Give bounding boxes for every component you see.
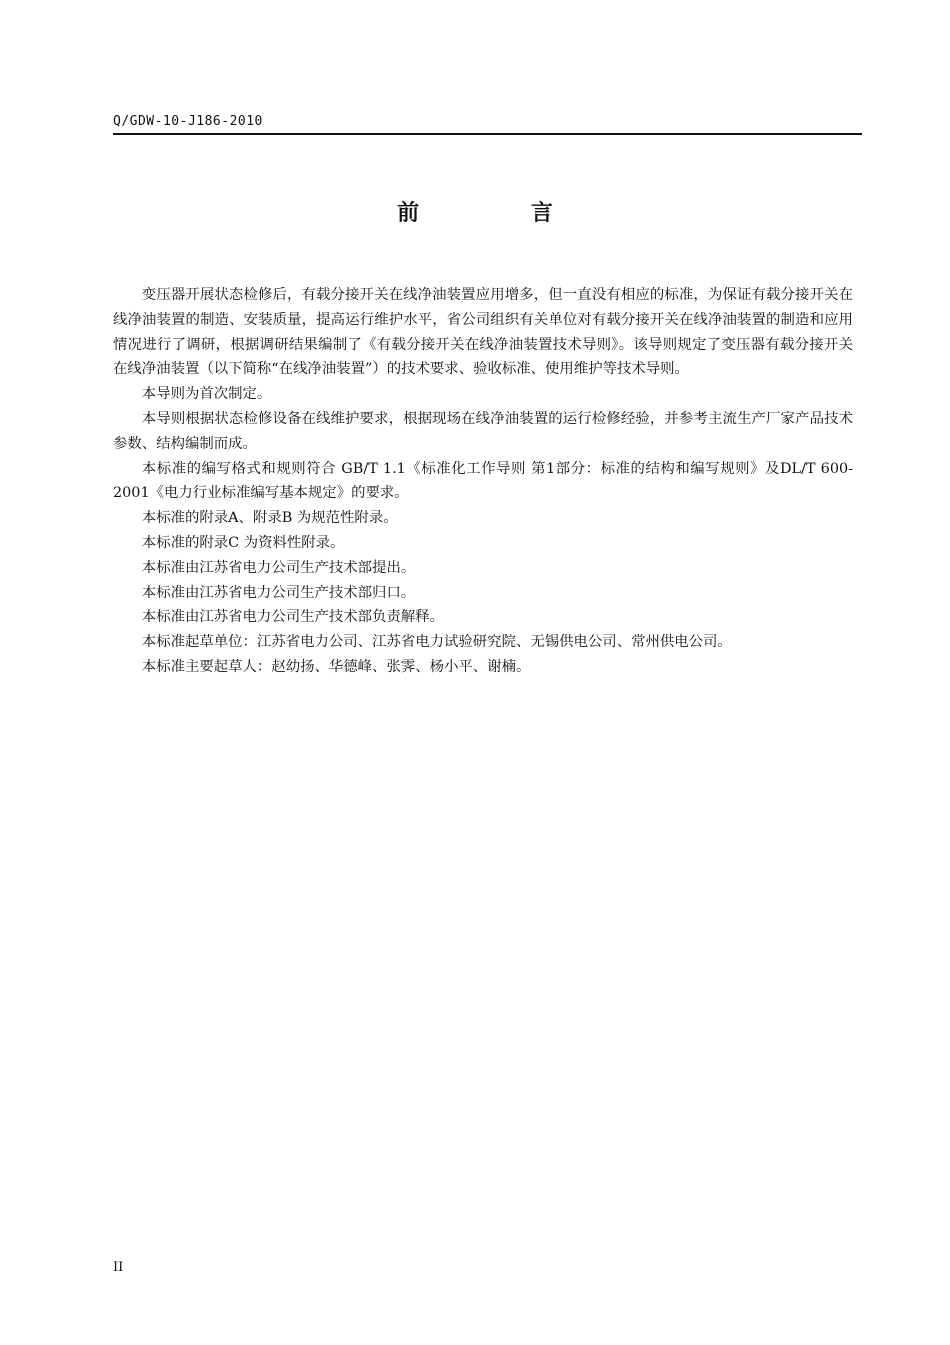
paragraph-drafters: 本标准主要起草人：赵幼扬、华德峰、张霁、杨小平、谢楠。 (141, 658, 531, 675)
paragraph-basis: 本导则根据状态检修设备在线维护要求，根据现场在线净油装置的运行检修经验，并参考主流生产厂家产品技术参数、结构编制而成。 (113, 410, 853, 452)
paragraph-drafting-units: 本标准起草单位：江苏省电力公司、江苏省电力试验研究院、无锡供电公司、常州供电公司。 (141, 634, 732, 651)
standard-code: Q/GDW-10-J186-2010 (113, 114, 263, 129)
paragraph-first-edition: 本导则为首次制定。 (141, 386, 272, 403)
paragraph-format: 本标准的编写格式和规则符合 GB/T 1.1《标准化工作导则 第1部分：标准的结构和编写规则》及DL/T 600-2001《电力行业标准编写基本规定》的要求。 (113, 460, 853, 502)
paragraph-proposed-by: 本标准由江苏省电力公司生产技术部提出。 (141, 559, 416, 576)
paragraph-informative-annex: 本标准的附录C 为资料性附录。 (141, 534, 345, 551)
paragraph-normative-annex: 本标准的附录A、附录B 为规范性附录。 (141, 510, 398, 527)
preface-body (113, 283, 853, 680)
paragraph-background: 变压器开展状态检修后，有载分接开关在线净油装置应用增多，但一直没有相应的标准，为保证有载分接开关在线净油装置的制造、安装质量，提高运行维护水平，省公司组织有关单位对有载分接开关在线净油装置的制造和应用情况进行了调研，根据调研结果编制了《有载分接开关在线净油装置技术导则》。该导则规定了变压器有载分接开关在线净油装置（以下简称“在线净油装置”）的技术要求、验收标准、使用维护等技术导则。 (113, 287, 853, 378)
page-title: 前 言 (397, 201, 605, 226)
paragraph-interpreted-by: 本标准由江苏省电力公司生产技术部负责解释。 (141, 609, 445, 626)
header-divider (113, 133, 862, 135)
paragraph-managed-by: 本标准由江苏省电力公司生产技术部归口。 (141, 584, 416, 601)
page-number: II (113, 1260, 124, 1275)
